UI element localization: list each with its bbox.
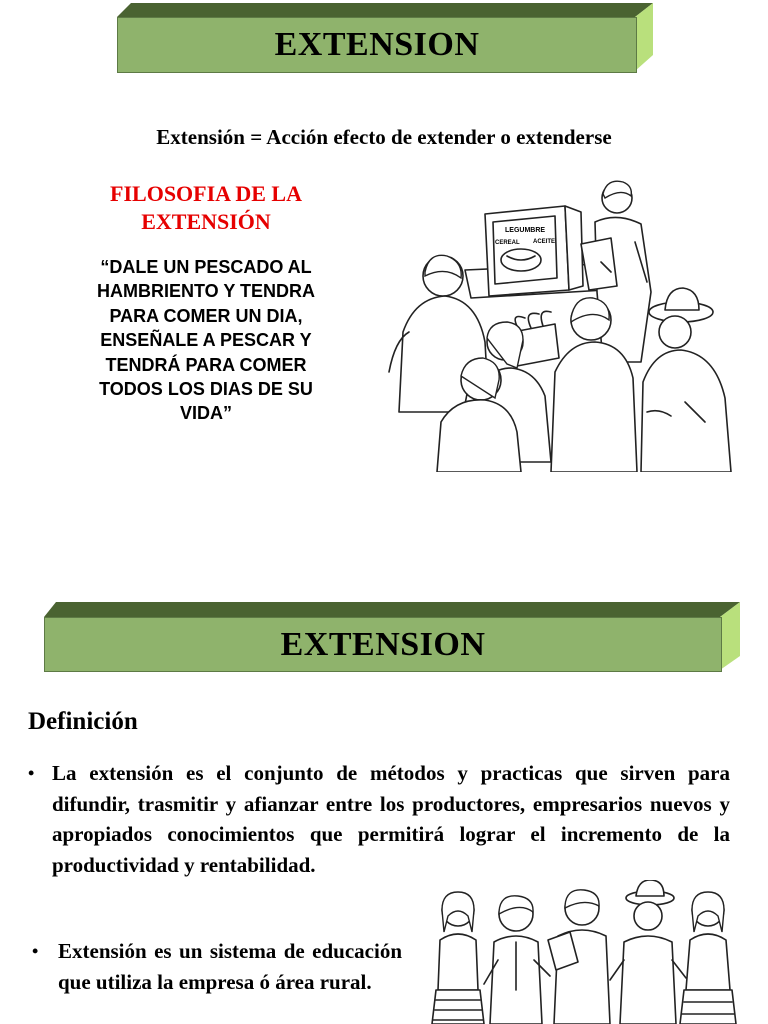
- bullet-marker: •: [32, 941, 39, 961]
- slide1-title-banner: [117, 3, 653, 71]
- philosophy-title-line1: FILOSOFIA DE LA: [110, 181, 302, 206]
- philosophy-title-line2: EXTENSIÓN: [141, 209, 271, 234]
- quote-line: HAMBRIENTO Y TENDRA: [96, 281, 316, 302]
- bullet-2-text: Extensión es un sistema de educación que utiliza la empresa ó área rural.: [58, 939, 402, 994]
- slide2-title: EXTENSION: [44, 617, 722, 672]
- extension-equation: Extensión = Acción efecto de extender o extenderse: [156, 125, 612, 149]
- people-group-illustration: [428, 880, 738, 1024]
- tv-label-right: ACEITE: [533, 239, 556, 245]
- philosophy-title: [80, 180, 332, 236]
- classroom-tv-illustration: [385, 172, 745, 472]
- bullet-1-text: La extensión es el conjunto de métodos y practicas que sirven para difundir, trasmitir y afianzar entre los productores, empresarios nuevos y apropiados conocimientos que permitirá lograr el incremento de la productividad y rentabilidad.: [52, 761, 730, 877]
- quote-line: PARA COMER UN DIA,: [109, 305, 303, 326]
- quote-line: ENSEÑALE A PESCAR Y: [100, 330, 312, 351]
- quote-line: “DALE UN PESCADO AL: [100, 257, 312, 277]
- definition-heading: Definición: [28, 708, 138, 735]
- fishing-quote: [56, 255, 356, 426]
- quote-line: TENDRÁ PARA COMER: [105, 354, 307, 375]
- slide2-title-banner: [44, 602, 740, 670]
- tv-label-top: LEGUMBRE: [505, 227, 546, 234]
- quote-line: VIDA”: [179, 403, 232, 424]
- slide1-title: EXTENSION: [117, 17, 637, 73]
- definition-bullet-2: [32, 936, 402, 997]
- quote-line: TODOS LOS DIAS DE SU: [99, 379, 313, 400]
- tv-label-left: CEREAL: [495, 240, 520, 246]
- bullet-marker: •: [28, 763, 35, 783]
